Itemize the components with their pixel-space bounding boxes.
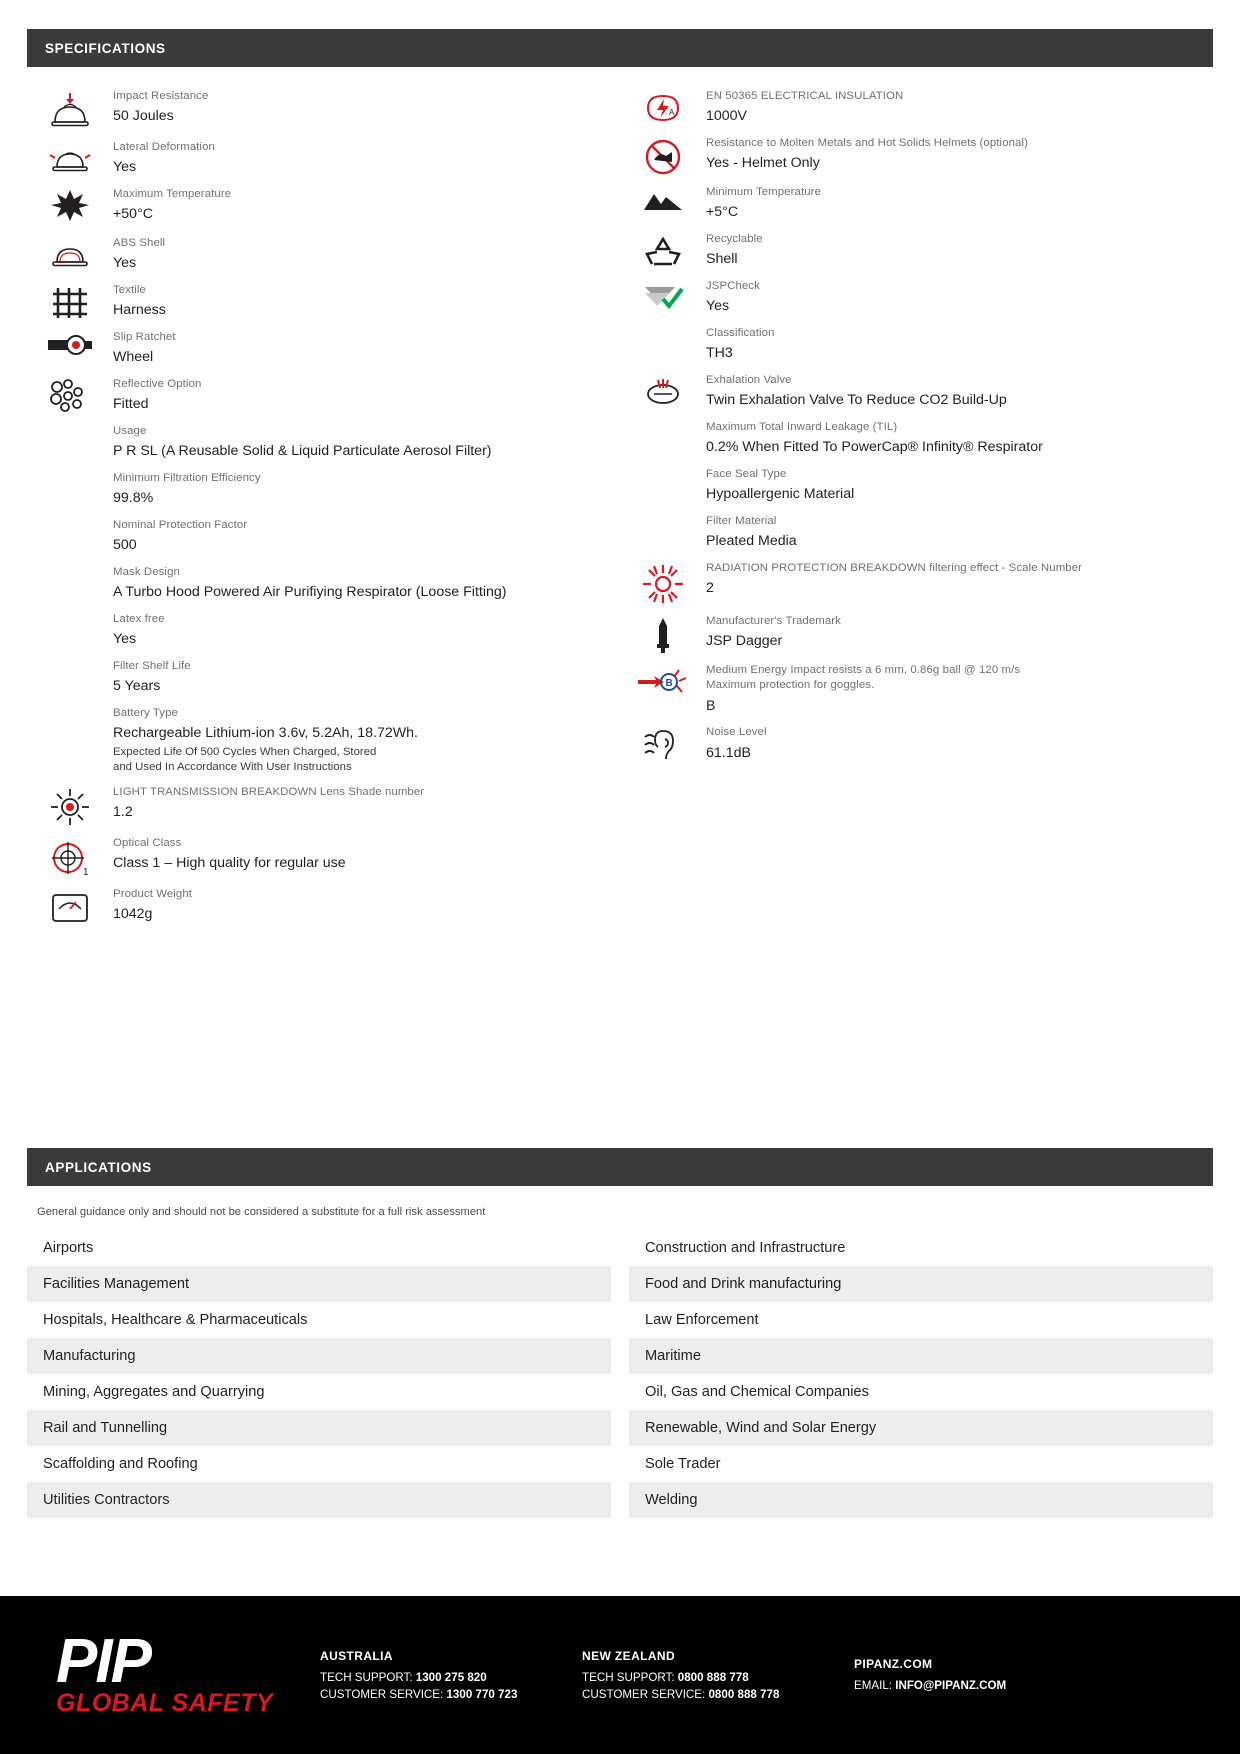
spec-value: 1042g: [113, 906, 153, 922]
spec-text: [706, 514, 807, 552]
spec-text: [706, 89, 913, 127]
spec-label: Resistance to Molten Metals and Hot Solids Helmets (optional): [706, 136, 1029, 149]
application-item: Scaffolding and Roofing: [43, 1456, 198, 1472]
application-item: Manufacturing: [27, 1338, 611, 1374]
spec-row: [620, 132, 1213, 181]
spec-row: [27, 136, 620, 183]
specifications-body: [27, 85, 1213, 932]
footer-newzealand-tech-label: TECH SUPPORT:: [582, 1670, 678, 1684]
spec-value: 1000V: [706, 108, 748, 125]
spec-value: Shell: [706, 251, 738, 268]
spec-row: [620, 369, 1213, 416]
spec-value: 1.2: [113, 804, 133, 820]
spec-value: 50 Joules: [113, 108, 174, 125]
spec-text: [706, 420, 1053, 458]
scales-weight-icon: [27, 887, 113, 927]
footer-australia-tech-value: 1300 275 820: [415, 1670, 487, 1684]
spec-text: [706, 561, 1092, 599]
application-item: Welding: [629, 1482, 1213, 1518]
footer-australia-tech: [320, 1669, 582, 1686]
spec-row: [620, 181, 1213, 228]
spec-label: Textile: [113, 283, 146, 296]
application-item: Mining, Aggregates and Quarrying: [43, 1384, 265, 1400]
recycle-icon: [620, 232, 706, 270]
application-item: Food and Drink manufacturing: [629, 1266, 1213, 1302]
spec-value: Wheel: [113, 349, 154, 366]
spec-value: 61.1dB: [706, 744, 751, 761]
spec-value: 0.2% When Fitted To PowerCap® Infinity® Respirator: [706, 439, 1043, 456]
specifications-title: SPECIFICATIONS: [45, 40, 166, 56]
radiation-sun-icon: [620, 561, 706, 605]
spec-row: [27, 183, 620, 232]
spec-icon-placeholder: [620, 514, 706, 516]
spec-text: [113, 887, 202, 925]
textile-grid-icon: [27, 283, 113, 321]
spec-row: [27, 655, 620, 702]
spec-label: Mask Design: [113, 565, 180, 578]
spec-label: Filter Material: [706, 514, 777, 527]
spec-label: LIGHT TRANSMISSION BREAKDOWN Lens Shade number: [113, 785, 425, 798]
noise-ear-icon: [620, 725, 706, 761]
spec-value: Rechargeable Lithium-ion 3.6v, 5.2Ah, 18.72Wh.: [113, 725, 418, 742]
footer-australia-cs: [320, 1686, 582, 1703]
spec-icon-placeholder: [27, 659, 113, 661]
application-item: Utilities Contractors: [27, 1482, 611, 1518]
spec-icon-placeholder: [27, 706, 113, 708]
spec-label: Impact Resistance: [113, 90, 209, 102]
spec-row: [27, 373, 620, 420]
spec-icon-placeholder: [620, 326, 706, 328]
spec-text: [113, 187, 241, 225]
spec-text: [113, 424, 502, 462]
spec-value: Yes - Helmet Only: [706, 155, 820, 172]
spec-text: [706, 373, 1017, 411]
spec-text: [113, 471, 271, 509]
footer-newzealand-cs: [582, 1686, 854, 1703]
spec-text: [706, 232, 773, 270]
footer-australia-cs-value: 1300 770 723: [446, 1688, 518, 1701]
spec-text: [706, 136, 1038, 174]
spec-row: [27, 832, 620, 883]
svg-text:B: B: [665, 677, 673, 689]
spec-row: [620, 463, 1213, 510]
spec-label: Minimum Temperature: [706, 185, 821, 198]
spec-label: Filter Shelf Life: [113, 659, 191, 672]
spec-text: [113, 330, 186, 368]
footer-australia-block: [320, 1647, 582, 1704]
spec-label: Product Weight: [113, 887, 193, 900]
light-transmission-icon: [27, 785, 113, 827]
spec-icon-placeholder: [27, 471, 113, 473]
spec-row: [620, 228, 1213, 275]
spec-text: [113, 140, 225, 178]
spec-text: [706, 725, 777, 763]
spec-value: Pleated Media: [706, 533, 797, 550]
specifications-section-header: [27, 29, 1213, 67]
spec-text: [706, 279, 770, 317]
footer-email-value[interactable]: INFO@PIPANZ.COM: [895, 1679, 1007, 1693]
application-item: Construction and Infrastructure: [645, 1240, 846, 1256]
spec-label: EN 50365 ELECTRICAL INSULATION: [706, 90, 904, 102]
spec-value: Class 1 – High quality for regular use: [113, 855, 346, 871]
spec-value: Yes: [706, 298, 730, 315]
spec-text: [113, 518, 257, 556]
spec-value: Yes: [113, 159, 137, 176]
applications-note: General guidance only and should not be considered a substitute for a full risk assessment: [37, 1206, 486, 1218]
spec-row: [620, 416, 1213, 463]
spec-label: Slip Ratchet: [113, 330, 176, 343]
applications-body: [27, 1192, 1213, 1518]
svg-text:A: A: [669, 108, 675, 117]
helmet-abs-icon: [27, 236, 113, 272]
spec-label: Recyclable: [706, 232, 763, 245]
spec-row: [27, 514, 620, 561]
spec-label: Minimum Filtration Efficiency: [113, 471, 261, 484]
spec-row: [27, 467, 620, 514]
spec-icon-placeholder: [620, 420, 706, 422]
applications-left-column: [27, 1230, 611, 1518]
spec-value: Harness: [113, 302, 166, 319]
logo-sub-text: GLOBAL SAFETY: [56, 1689, 274, 1718]
spec-row: [620, 275, 1213, 322]
exhalation-valve-icon: [620, 373, 706, 409]
spec-label: Usage: [113, 424, 147, 437]
spec-label: Maximum Total Inward Leakage (TIL): [706, 420, 898, 433]
sun-burst-icon: [27, 187, 113, 227]
application-item: Facilities Management: [27, 1266, 611, 1302]
spec-text: [113, 89, 218, 127]
footer-newzealand-tech-value: 0800 888 778: [677, 1670, 749, 1684]
spec-text: [113, 377, 211, 415]
footer-newzealand-cs-value: 0800 888 778: [708, 1688, 780, 1701]
spec-row: [27, 702, 620, 781]
spec-value: Fitted: [113, 396, 149, 413]
spec-row: [620, 721, 1213, 768]
footer-web-block: [854, 1655, 1154, 1694]
spec-label: Latex free: [113, 612, 165, 625]
spec-label: Reflective Option: [113, 377, 202, 390]
mountain-icon: [620, 185, 706, 213]
spec-text: [113, 785, 434, 823]
spec-text: [113, 836, 356, 874]
spec-row: [620, 610, 1213, 659]
molten-metal-icon: [620, 136, 706, 176]
svg-text:1: 1: [83, 866, 89, 878]
applications-right-column: [629, 1230, 1213, 1518]
spec-label: RADIATION PROTECTION BREAKDOWN filtering effect - Scale Number: [706, 561, 1083, 574]
applications-section-header: [27, 1148, 1213, 1186]
spec-icon-placeholder: [620, 467, 706, 469]
jsp-dagger-icon: [620, 614, 706, 654]
spec-label: Manufacturer's Trademark: [706, 614, 841, 627]
spec-row: [27, 561, 620, 608]
spec-text: [706, 614, 851, 652]
spec-icon-placeholder: [27, 518, 113, 520]
spec-label: ABS Shell: [113, 236, 166, 249]
application-item: Sole Trader: [645, 1456, 721, 1472]
spec-text: [113, 283, 176, 321]
application-item: Renewable, Wind and Solar Energy: [629, 1410, 1213, 1446]
spec-value: TH3: [706, 345, 733, 362]
application-item: Oil, Gas and Chemical Companies: [645, 1384, 869, 1400]
applications-title: APPLICATIONS: [45, 1159, 152, 1175]
spec-value: Yes: [113, 255, 137, 272]
footer-newzealand-tech: [582, 1669, 854, 1686]
spec-label: Exhalation Valve: [706, 373, 792, 386]
spec-text: [113, 236, 175, 274]
footer-newzealand-cs-label: CUSTOMER SERVICE:: [582, 1688, 709, 1701]
spec-value: 2: [706, 580, 714, 597]
spec-label: Classification: [706, 326, 775, 339]
spec-row: [620, 85, 1213, 132]
spec-value: B: [706, 697, 716, 714]
application-item: Hospitals, Healthcare & Pharmaceuticals: [43, 1312, 308, 1328]
application-item: Law Enforcement: [645, 1312, 759, 1328]
spec-label: Battery Type: [113, 706, 178, 719]
page-footer: [0, 1596, 1240, 1754]
footer-email-label: EMAIL:: [854, 1679, 896, 1693]
spec-icon-placeholder: [27, 612, 113, 614]
spec-label: Lateral Deformation: [113, 141, 215, 153]
spec-label: Optical Class: [113, 836, 182, 849]
slip-ratchet-icon: [27, 330, 113, 358]
spec-text: [706, 185, 831, 223]
spec-icon-placeholder: [27, 424, 113, 426]
specifications-right-column: [620, 85, 1213, 932]
application-item: Maritime: [629, 1338, 1213, 1374]
spec-text: [706, 326, 785, 364]
spec-label: Face Seal Type: [706, 467, 787, 480]
spec-value: +5°C: [706, 204, 739, 221]
spec-text: [706, 467, 864, 505]
application-item: Rail and Tunnelling: [27, 1410, 611, 1446]
pip-logo: [0, 1626, 320, 1718]
spec-text: [113, 565, 517, 603]
spec-text: [706, 663, 1030, 716]
optical-class-icon: [27, 836, 113, 878]
jspcheck-tick-icon: [620, 279, 706, 315]
spec-value: 5 Years: [113, 678, 161, 695]
spec-row: [27, 326, 620, 373]
spec-row: [27, 279, 620, 326]
spec-value: JSP Dagger: [706, 633, 783, 650]
spec-value-note: Expected Life Of 500 Cycles When Charged, Stored and Used In Accordance With User Instructions: [113, 745, 377, 774]
spec-row: [27, 781, 620, 832]
spec-value: +50°C: [113, 206, 153, 223]
spec-row: [27, 232, 620, 279]
spec-value: Hypoallergenic Material: [706, 486, 855, 503]
spec-row: [27, 420, 620, 467]
medium-energy-impact-icon: [620, 663, 706, 699]
spec-row: [620, 322, 1213, 369]
specifications-left-column: [27, 85, 620, 932]
spec-label: JSPCheck: [706, 279, 760, 292]
footer-australia-title: AUSTRALIA: [320, 1648, 393, 1663]
spec-text: [113, 612, 175, 650]
spec-label: Maximum Temperature: [113, 187, 232, 200]
spec-row: [620, 659, 1213, 721]
footer-newzealand-block: [582, 1647, 854, 1704]
spec-label: Medium Energy Impact resists a 6 mm, 0.86g ball @ 120 m/s Maximum protection for goggles.: [706, 663, 1021, 692]
footer-australia-cs-label: CUSTOMER SERVICE:: [320, 1688, 447, 1701]
logo-main-text: PIP: [56, 1626, 150, 1696]
spec-row: [27, 883, 620, 932]
spec-value: 99.8%: [113, 490, 154, 507]
spec-row: [620, 557, 1213, 610]
reflective-dots-icon: [27, 377, 113, 413]
footer-australia-tech-label: TECH SUPPORT:: [320, 1670, 416, 1684]
spec-row: [27, 85, 620, 136]
helmet-impact-icon: [27, 89, 113, 131]
spec-value: Twin Exhalation Valve To Reduce CO2 Build-Up: [706, 392, 1007, 409]
spec-value: P R SL (A Reusable Solid & Liquid Particulate Aerosol Filter): [113, 443, 492, 460]
spec-value: Yes: [113, 631, 137, 648]
spec-label: Noise Level: [706, 726, 767, 739]
spec-text: [113, 706, 428, 776]
spec-icon-placeholder: [27, 565, 113, 567]
electrical-insulation-icon: [620, 89, 706, 125]
spec-row: [27, 608, 620, 655]
footer-newzealand-title: NEW ZEALAND: [582, 1648, 676, 1663]
spec-row: [620, 510, 1213, 557]
spec-label: Nominal Protection Factor: [113, 518, 248, 531]
spec-value: 500: [113, 537, 137, 554]
spec-text: [113, 659, 201, 697]
footer-email[interactable]: [854, 1677, 1154, 1694]
application-item: Airports: [43, 1240, 94, 1256]
footer-website[interactable]: PIPANZ.COM: [854, 1657, 933, 1672]
helmet-lateral-icon: [27, 140, 113, 176]
spec-value: A Turbo Hood Powered Air Purifiying Respirator (Loose Fitting): [113, 584, 507, 601]
